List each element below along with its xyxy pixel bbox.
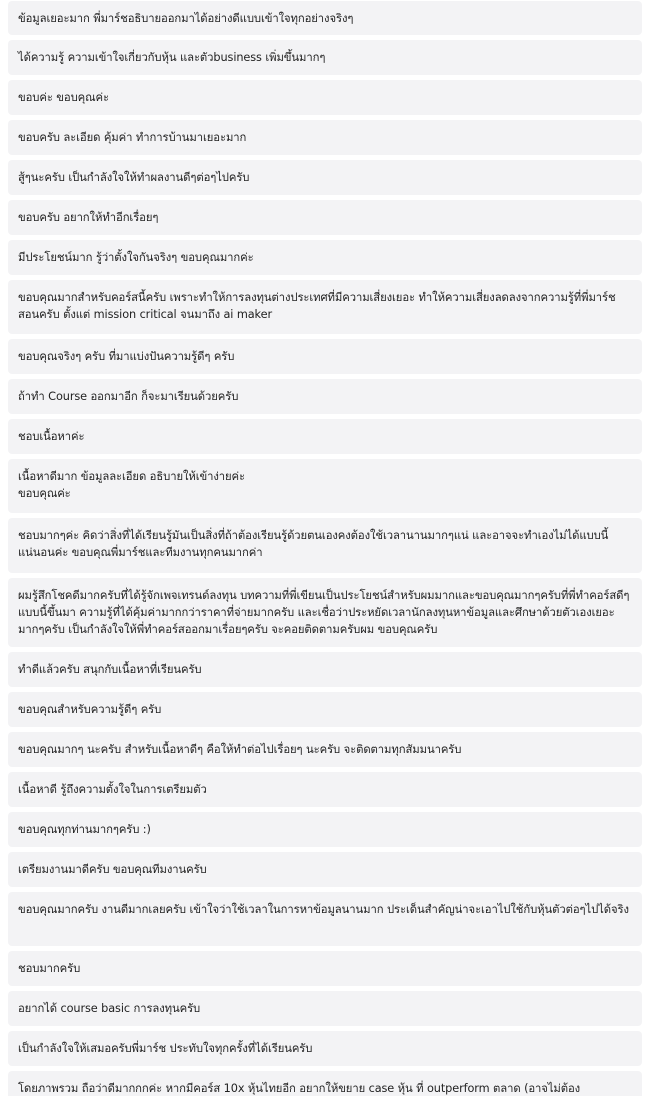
feedback-text: เนื้อหาดี รู้ถึงความตั้งใจในการเตรียมตัว (18, 783, 207, 796)
feedback-item (8, 459, 642, 513)
feedback-item (8, 339, 642, 374)
feedback-item (8, 951, 642, 986)
feedback-text: ชอบมากครับ (18, 962, 81, 975)
feedback-item (8, 852, 642, 887)
feedback-item (8, 518, 642, 573)
feedback-item (8, 419, 642, 454)
feedback-item (8, 812, 642, 847)
feedback-item (8, 772, 642, 807)
feedback-text: ขอบครับ อยากให้ทำอีกเรื่อยๆ (18, 211, 159, 224)
feedback-item (8, 80, 642, 115)
feedback-item (8, 240, 642, 275)
feedback-text: เนื้อหาดีมาก ข้อมูลละเอียด อธิบายให้เข้าง่ายค่ะ ขอบคุณค่ะ (18, 470, 245, 500)
feedback-text: สู้ๆนะครับ เป็นกำลังใจให้ทำผลงานดีๆต่อๆไปครับ (18, 171, 250, 184)
feedback-text: ขอบครับ ละเอียด คุ้มค่า ทำการบ้านมาเยอะมาก (18, 131, 247, 144)
feedback-item (8, 1031, 642, 1066)
feedback-item (8, 40, 642, 75)
feedback-text: เตรียมงานมาดีครับ ขอบคุณทีมงานครับ (18, 863, 207, 876)
feedback-text: ขอบคุณมากๆ นะครับ สำหรับเนื้อหาดีๆ คือให้ทำต่อไปเรื่อยๆ นะครับ จะติดตามทุกสัมมนาครับ (18, 743, 462, 756)
feedback-item (8, 1, 642, 35)
feedback-item (8, 280, 642, 334)
feedback-text: ชอบเนื้อหาค่ะ (18, 430, 85, 443)
feedback-item (8, 379, 642, 414)
feedback-text: ขอบคุณสำหรับความรู้ดีๆ ครับ (18, 703, 162, 716)
feedback-text: ขอบคุณทุกท่านมากๆครับ :) (18, 823, 151, 836)
feedback-item (8, 732, 642, 767)
feedback-item (8, 120, 642, 155)
feedback-text: ขอบคุณจริงๆ ครับ ที่มาแบ่งปันความรู้ดีๆ ครับ (18, 350, 235, 363)
feedback-text: ขอบค่ะ ขอบคุณค่ะ (18, 91, 109, 104)
feedback-item (8, 1071, 642, 1096)
feedback-item (8, 652, 642, 687)
feedback-text: ข้อมูลเยอะมาก พี่มาร์ชอธิบายออกมาได้อย่างดีแบบเข้าใจทุกอย่างจริงๆ (18, 12, 354, 25)
feedback-item (8, 160, 642, 195)
feedback-text: มีประโยชน์มาก รู้ว่าตั้งใจกันจริงๆ ขอบคุณมากค่ะ (18, 251, 254, 264)
feedback-item (8, 991, 642, 1026)
feedback-text: ทำดีแล้วครับ สนุกกับเนื้อหาที่เรียนครับ (18, 663, 202, 676)
feedback-item (8, 578, 642, 647)
feedback-text: ชอบมากๆค่ะ คิดว่าสิ่งที่ได้เรียนรู้มันเป็นสิ่งที่ถ้าต้องเรียนรู้ด้วยตนเองคงต้องใช้เวลานานมากๆแน่ และอาจจะทำเองไม่ได้แบบนี้แน่นอนค่ะ ขอบคุณพี่มาร์ชและทีมงานทุกคนมากค่า (18, 529, 609, 559)
feedback-text: ขอบคุณมากสำหรับคอร์สนี้ครับ เพราะทำให้การลงทุนต่างประเทศที่มีความเสี่ยงเยอะ ทำให้ความเสี่ยงลดลงจากความรู้ที่พี่มาร์ชสอนครับ ตั้งแต่ mission critical จนมาถึง ai maker (18, 291, 616, 321)
feedback-text: อยากได้ course basic การลงทุนครับ (18, 1002, 201, 1015)
feedback-text: เป็นกำลังใจให้เสมอครับพี่มาร์ช ประทับใจทุกครั้งที่ได้เรียนครับ (18, 1042, 313, 1055)
feedback-text: ขอบคุณมากครับ งานดีมากเลยครับ เข้าใจว่าใช้เวลาในการหาข้อมูลนานมาก ประเด็นสำคัญน่าจะเอาไปใช้กับหุ้นตัวต่อๆไปได้จริง (18, 903, 629, 916)
feedback-text: โดยภาพรวม ถือว่าดีมากกกค่ะ หากมีคอร์ส 10x หุ้นไทยอีก อยากให้ขยาย case หุ้น ที่ outperform ตลาด (อาจไม่ต้อง (18, 1082, 581, 1095)
feedback-item (8, 892, 642, 946)
feedback-item (8, 200, 642, 235)
feedback-item (8, 692, 642, 727)
feedback-text: ถ้าทำ Course ออกมาอีก ก็จะมาเรียนด้วยครับ (18, 390, 239, 403)
feedback-text: ได้ความรู้ ความเข้าใจเกี่ยวกับหุ้น และตัวbusiness เพิ่มขึ้นมากๆ (18, 51, 326, 64)
feedback-text: ผมรู้สึกโชคดีมากครับที่ได้รู้จักเพจเทรนด์ลงทุน บทความที่พี่เขียนเป็นประโยชน์สำหรับผมมากและขอบคุณมากๆครับที่พี่ทำคอร์สดีๆแบบนี้ขึ้นมา ความรู้ที่ได้คุ้มค่ามากกว่าราคาที่จ่ายมากครับ และเชื่อว่าประหยัดเวลานักลงทุนหาข้อมูลและศึกษาด้วยตัวเองเยอะมากๆครับ เป็นกำลังใจให้พี่ทำคอร์สออกมาเรื่อยๆครับ จะคอยติดตามครับผม ขอบคุณครับ (18, 589, 630, 636)
